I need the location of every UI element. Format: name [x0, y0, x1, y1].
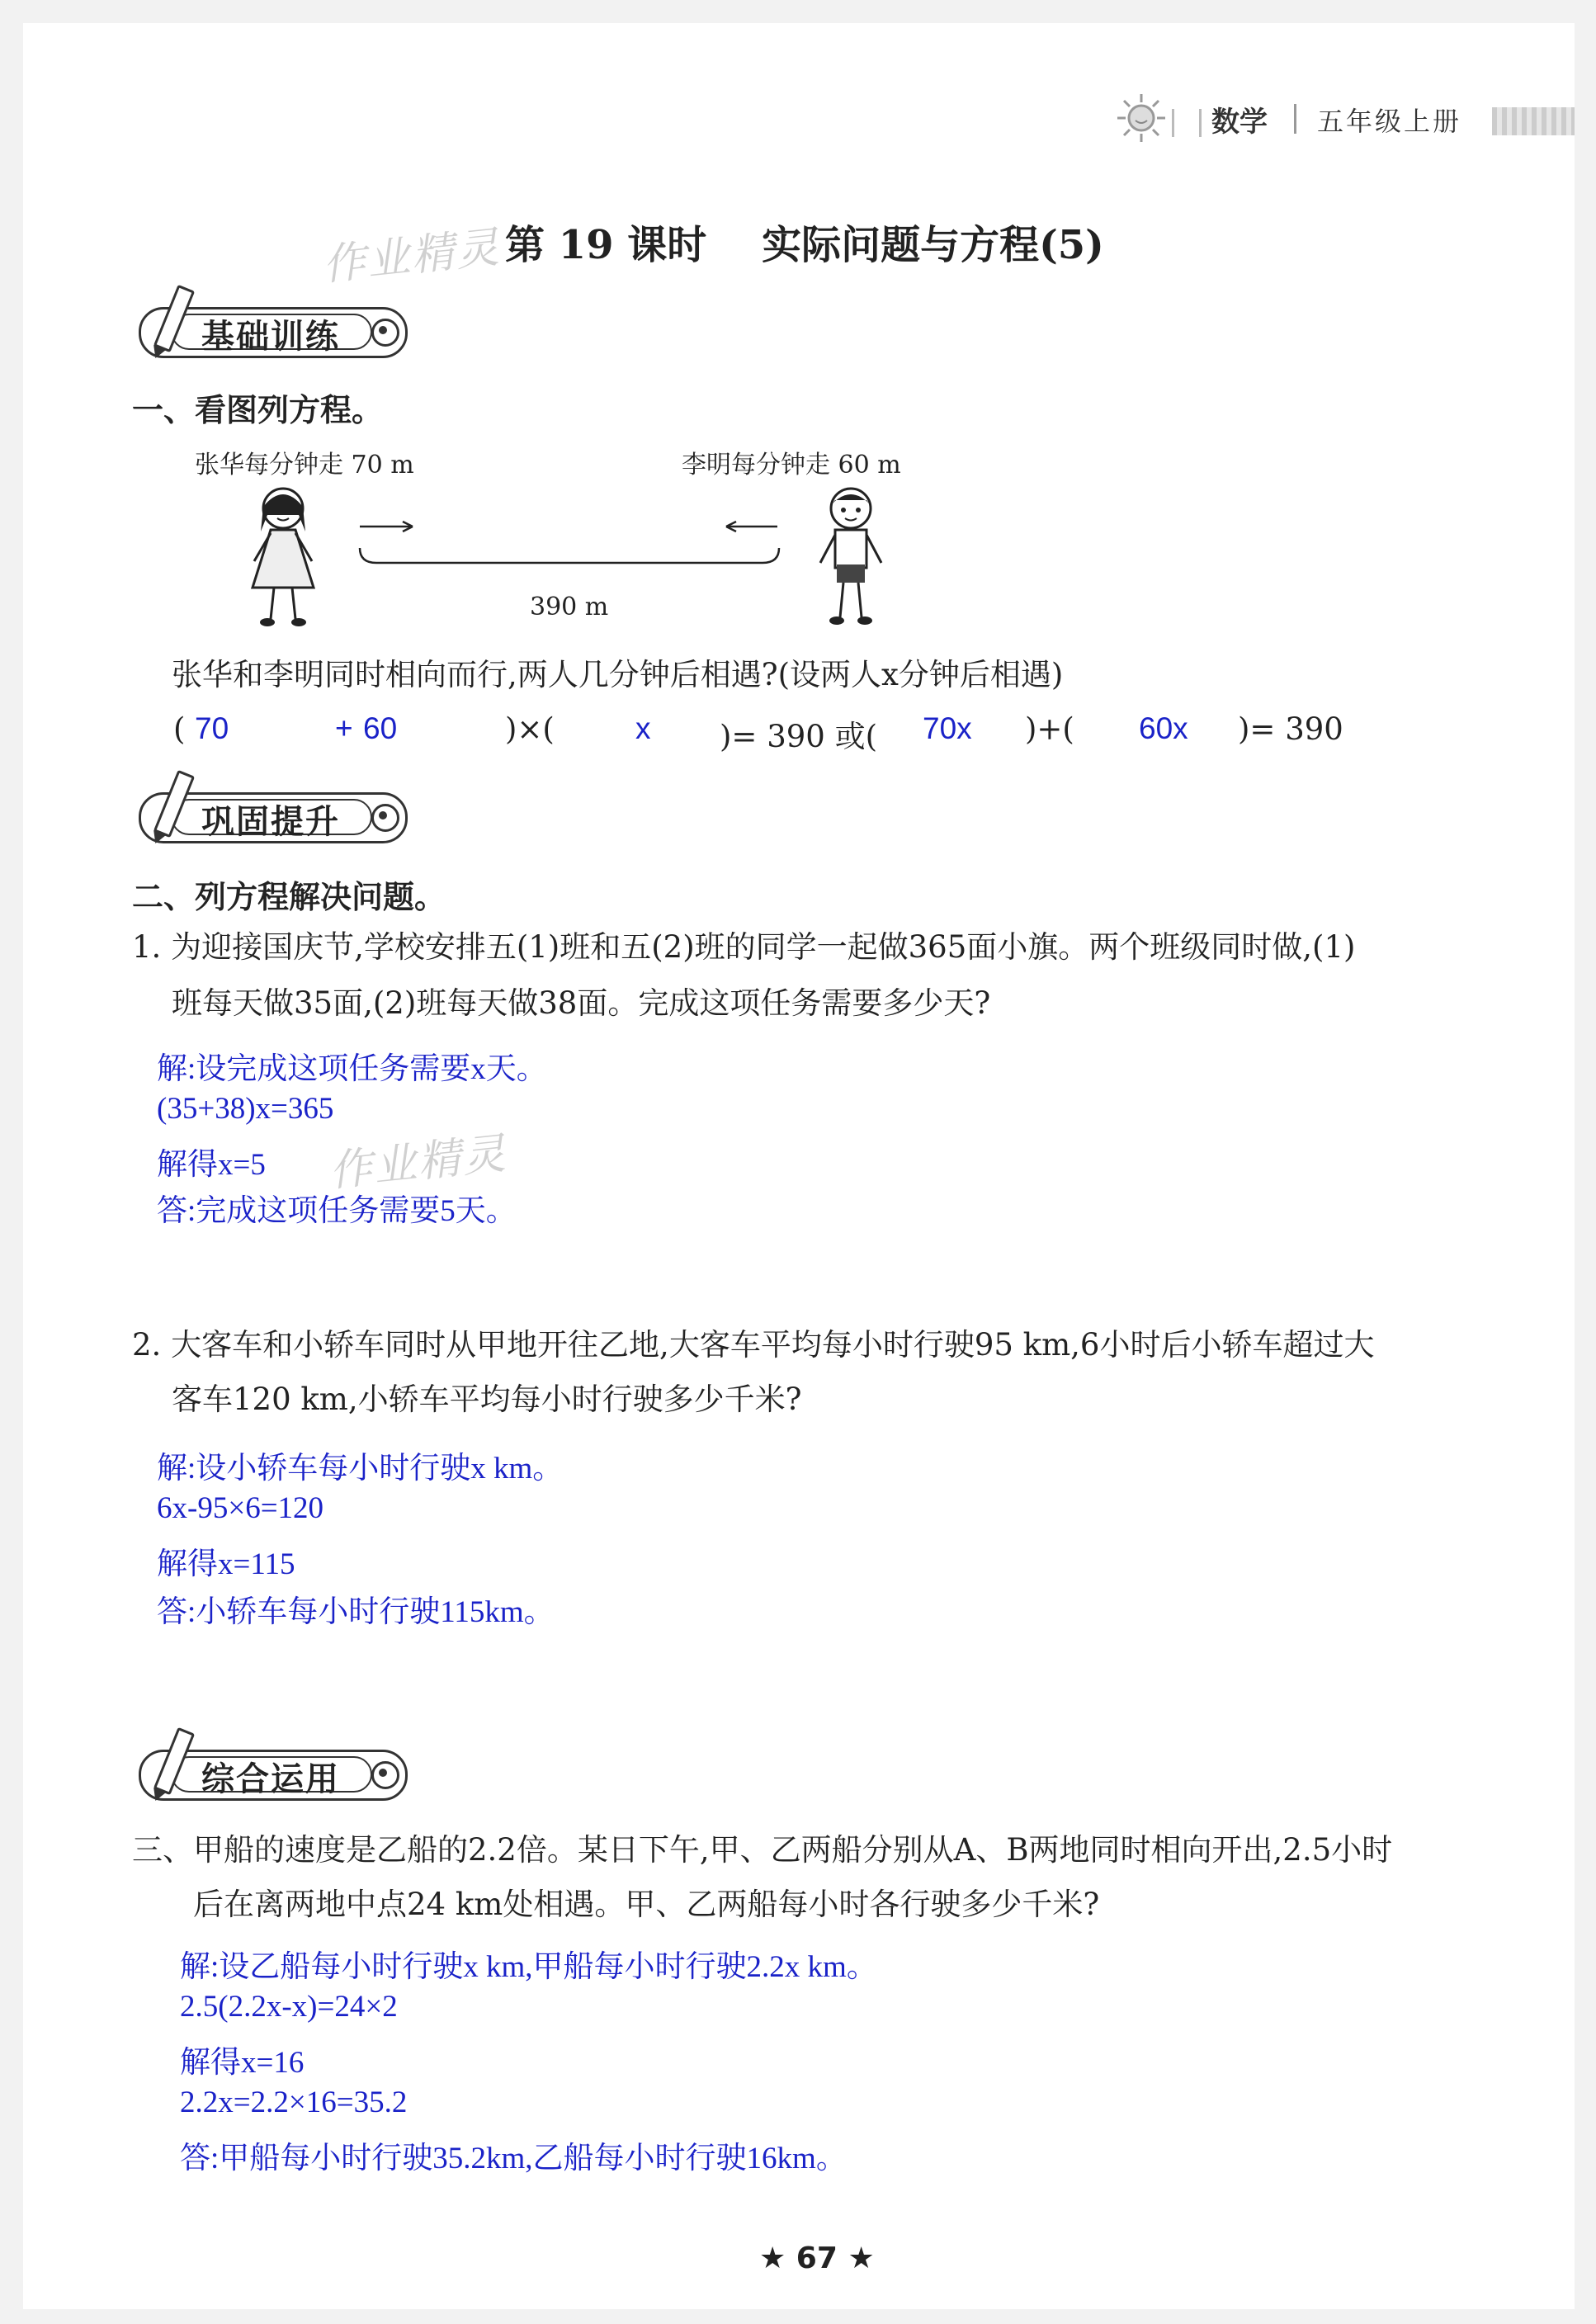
- section-tab-basic: [132, 297, 409, 355]
- paren-open: (: [173, 711, 186, 747]
- lesson-title: 第 19 课时 实际问题与方程(5): [505, 222, 1104, 268]
- q2-answer-line: 6x-95×6=120: [157, 1491, 324, 1525]
- times-paren: )×(: [505, 711, 555, 747]
- plus-paren: )+(: [1025, 711, 1074, 747]
- part3-answer-line: 解得x=16: [180, 2046, 305, 2080]
- header-separator: [1294, 104, 1296, 134]
- distance-diagram: [357, 512, 786, 586]
- equals-390: )= 390: [1238, 711, 1343, 747]
- plus-sign: +: [335, 711, 353, 745]
- q2-answer-line: 答:小轿车每小时行驶115km。: [157, 1595, 555, 1629]
- header-decoration-strip: [1492, 107, 1575, 135]
- blank-answer-60: 60: [363, 711, 398, 745]
- q1-answer-line: 解:设完成这项任务需要x天。: [157, 1052, 547, 1086]
- figure-right-label: 李明每分钟走 60 m: [682, 451, 901, 479]
- ring-icon: [371, 804, 399, 832]
- boy-illustration: [805, 482, 896, 632]
- section-tab-label: 综合运用: [201, 1760, 340, 1798]
- part3-answer-line: 解:设乙船每小时行驶x km,甲船每小时行驶2.2x km。: [180, 1950, 877, 1984]
- q2-answer-line: 解:设小轿车每小时行驶x km。: [157, 1452, 564, 1486]
- part3-text-line2: 后在离两地中点24 km处相遇。甲、乙两船每小时各行驶多少千米?: [193, 1887, 1100, 1922]
- q1-answer-line: (35+38)x=365: [157, 1092, 334, 1126]
- q1-answer-line: 答:完成这项任务需要5天。: [157, 1194, 517, 1228]
- blank-answer-70: 70: [195, 711, 229, 745]
- sun-icon: [1116, 92, 1167, 144]
- part3-answer-line: 2.5(2.2x-x)=24×2: [180, 1990, 398, 2024]
- q2-text-line1: 2. 大客车和小轿车同时从甲地开往乙地,大客车平均每小时行驶95 km,6小时后小轿车超过大: [132, 1327, 1375, 1363]
- part3-answer-line: 答:甲船每小时行驶35.2km,乙船每小时行驶16km。: [180, 2142, 847, 2175]
- equals-or: )= 390 或(: [720, 719, 878, 754]
- section-tab-comprehensive: [132, 1740, 409, 1797]
- distance-label: 390 m: [530, 593, 609, 621]
- ring-icon: [371, 1761, 399, 1789]
- part1-heading: 一、看图列方程。: [132, 392, 384, 428]
- blank-answer-x: x: [635, 711, 651, 745]
- girl-illustration: [238, 482, 328, 632]
- section-tab-label: 巩固提升: [201, 803, 340, 841]
- q1-text-line1: 1. 为迎接国庆节,学校安排五(1)班和五(2)班的同学一起做365面小旗。两个班级同时做,(1): [132, 929, 1356, 965]
- q2-text-line2: 客车120 km,小轿车平均每小时行驶多少千米?: [172, 1382, 802, 1417]
- watermark: 作业精灵: [320, 222, 503, 291]
- section-tab-consolidate: [132, 782, 409, 840]
- watermark: 作业精灵: [327, 1128, 510, 1197]
- page-number: ★ 67 ★: [759, 2241, 875, 2275]
- figure-left-label: 张华每分钟走 70 m: [195, 451, 414, 479]
- subject-label: 数学: [1211, 106, 1268, 139]
- part3-answer-line: 2.2x=2.2×16=35.2: [180, 2085, 408, 2119]
- q1-answer-line: 解得x=5: [157, 1148, 266, 1182]
- ring-icon: [371, 319, 399, 347]
- part1-question: 张华和李明同时相向而行,两人几分钟后相遇?(设两人x分钟后相遇): [172, 657, 1064, 692]
- q1-text-line2: 班每天做35面,(2)班每天做38面。完成这项任务需要多少天?: [172, 985, 991, 1021]
- section-tab-label: 基础训练: [201, 318, 340, 356]
- blank-answer-60x: 60x: [1139, 711, 1188, 745]
- header-divider: [1172, 109, 1202, 137]
- q2-answer-line: 解得x=115: [157, 1547, 295, 1581]
- part3-text-line1: 三、甲船的速度是乙船的2.2倍。某日下午,甲、乙两船分别从A、B两地同时相向开出,2.5小时: [132, 1832, 1393, 1868]
- grade-label: 五年级上册: [1317, 106, 1462, 137]
- part2-heading: 二、列方程解决问题。: [132, 879, 446, 915]
- blank-answer-70x: 70x: [923, 711, 972, 745]
- equation-blanks: [0, 711, 1596, 753]
